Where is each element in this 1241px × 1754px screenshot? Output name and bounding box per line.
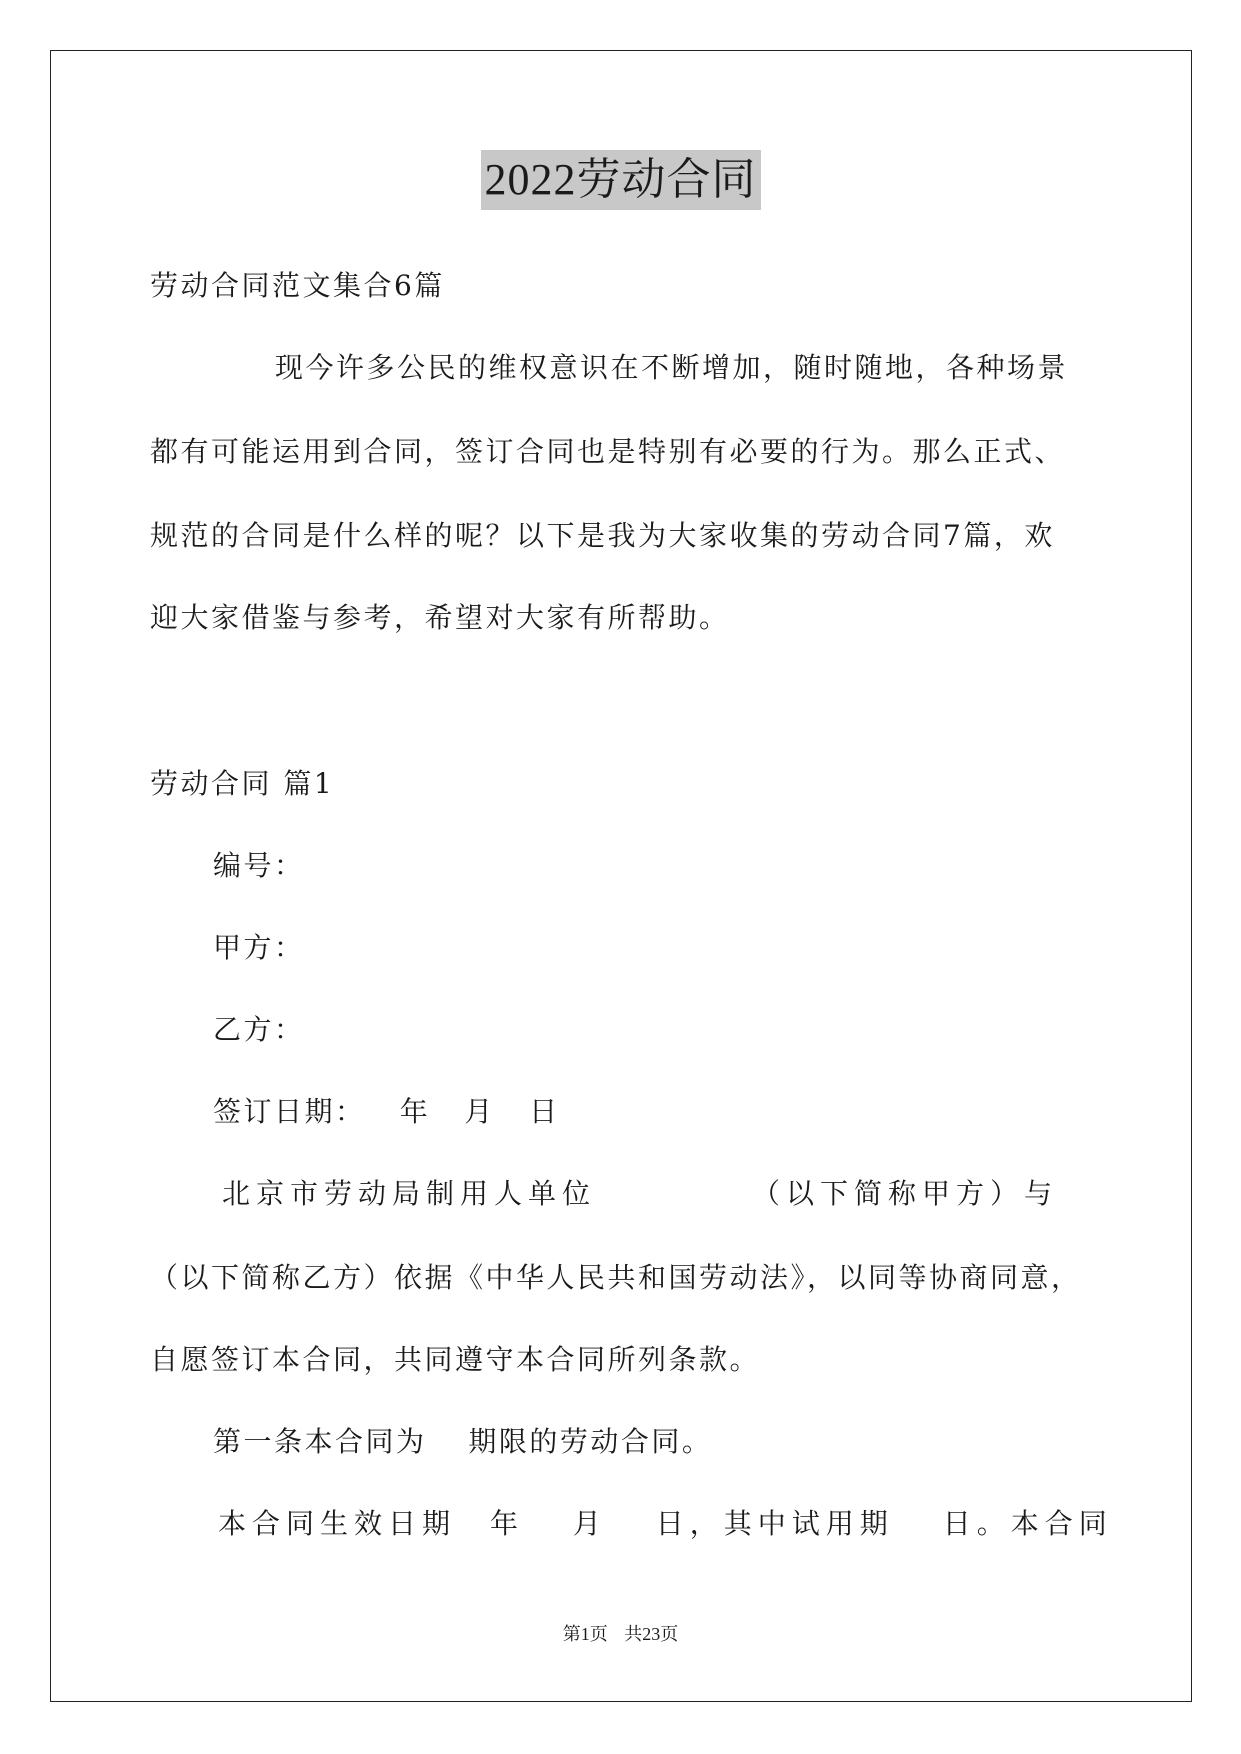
- field-sign-date: 签订日期： 年 月 日: [213, 1095, 560, 1128]
- body-line-5: 本合同生效日期 年 月 日，其中试用期 日。本合同: [218, 1507, 1113, 1540]
- page-total: 共23页: [624, 1624, 679, 1644]
- document-subtitle: 劳动合同范文集合6篇: [150, 269, 445, 302]
- body-line-3: 自愿签订本合同，共同遵守本合同所列条款。: [150, 1343, 761, 1376]
- field-number: 编号：: [213, 849, 305, 882]
- body-line-2: （以下简称乙方）依据《中华人民共和国劳动法》，以同等协商同意，: [150, 1261, 1082, 1294]
- intro-line-1: 现今许多公民的维权意识在不断增加，随时随地，各种场景: [275, 351, 1069, 384]
- title-container: [0, 150, 1241, 210]
- body-line-1: 北京市劳动局制用人单位 （以下简称甲方）与: [222, 1177, 1059, 1210]
- intro-line-3: 规范的合同是什么样的呢？以下是我为大家收集的劳动合同7篇，欢: [150, 519, 1055, 552]
- intro-line-2: 都有可能运用到合同，签订合同也是特别有必要的行为。那么正式、: [150, 435, 1066, 468]
- page-number: 第1页: [562, 1624, 608, 1644]
- field-party-a: 甲方：: [213, 931, 305, 964]
- body-line-4: 第一条本合同为 期限的劳动合同。: [213, 1425, 713, 1458]
- page-footer: [0, 1620, 1241, 1646]
- intro-line-4: 迎大家借鉴与参考，希望对大家有所帮助。: [150, 601, 730, 634]
- section-heading: 劳动合同 篇1: [150, 767, 335, 800]
- document-title: 2022劳动合同: [481, 150, 761, 210]
- field-party-b: 乙方：: [213, 1013, 305, 1046]
